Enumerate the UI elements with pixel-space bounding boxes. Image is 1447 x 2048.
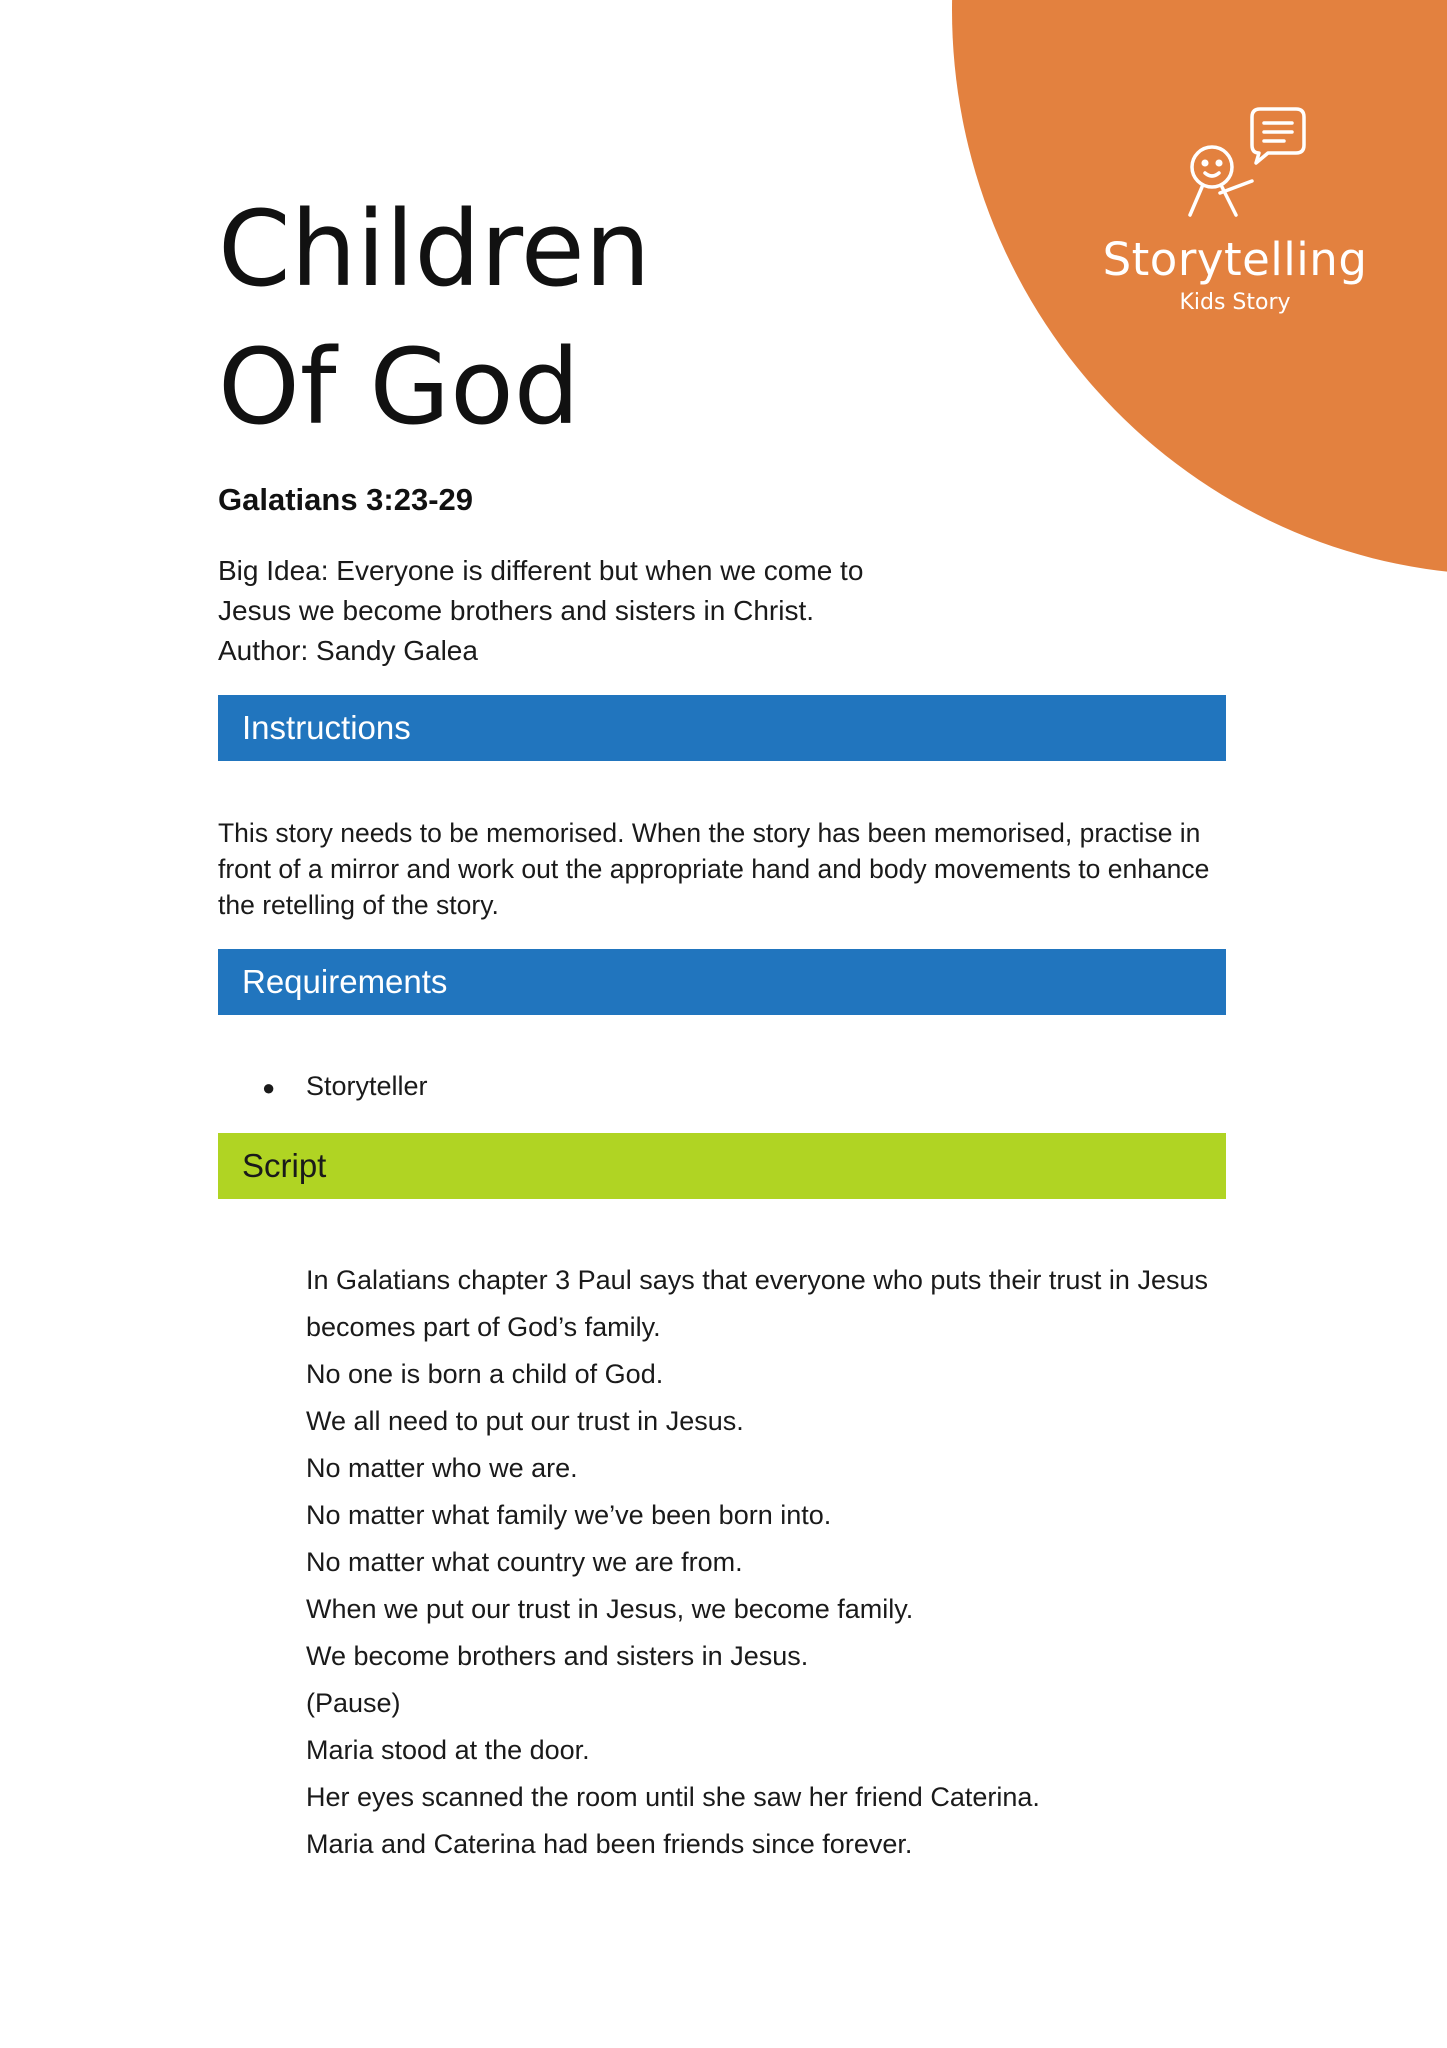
script-line: Maria and Caterina had been friends since forever. <box>306 1829 913 1859</box>
badge-title: Storytelling <box>1102 233 1368 286</box>
author-line: Author: Sandy Galea <box>218 635 478 666</box>
script-heading: Script <box>218 1133 1226 1199</box>
script-line: (Pause) <box>306 1688 401 1718</box>
requirement-label: Storyteller <box>306 1071 428 1101</box>
script-line: In Galatians chapter 3 Paul says that everyone who puts their trust in Jesus <box>306 1265 1208 1295</box>
big-idea-line-1: Big Idea: Everyone is different but when we come to <box>218 555 864 586</box>
scripture-reference: Galatians 3:23-29 <box>218 482 474 517</box>
script-line: Maria stood at the door. <box>306 1735 590 1765</box>
script-text <box>306 1257 1236 1868</box>
story-meta <box>218 551 863 671</box>
storytelling-logo <box>1100 105 1370 325</box>
script-line: We all need to put our trust in Jesus. <box>306 1406 744 1436</box>
page-title <box>218 180 651 456</box>
requirements-list-item <box>262 1068 428 1106</box>
instructions-text: This story needs to be memorised. When the story has been memorised, practise in front of a mirror and work out the appropriate hand and body movements to enhance the retelling of the story. <box>218 818 1210 920</box>
page-title-line-2: Of God <box>218 326 580 448</box>
script-line: becomes part of God’s family. <box>306 1312 661 1342</box>
bullet-icon: ● <box>262 1075 276 1100</box>
storyteller-speech-bubble-icon <box>1160 105 1310 230</box>
script-line: No matter what family we’ve been born into. <box>306 1500 832 1530</box>
script-line: Her eyes scanned the room until she saw her friend Caterina. <box>306 1782 1040 1812</box>
requirements-heading: Requirements <box>218 949 1226 1015</box>
script-line: No matter what country we are from. <box>306 1547 743 1577</box>
script-line: No matter who we are. <box>306 1453 578 1483</box>
script-line: No one is born a child of God. <box>306 1359 664 1389</box>
page-title-line-1: Children <box>218 188 651 310</box>
badge-subtitle: Kids Story <box>1179 290 1291 315</box>
script-line: When we put our trust in Jesus, we become family. <box>306 1594 914 1624</box>
instructions-heading: Instructions <box>218 695 1226 761</box>
script-line: We become brothers and sisters in Jesus. <box>306 1641 809 1671</box>
big-idea-line-2: Jesus we become brothers and sisters in Christ. <box>218 595 815 626</box>
